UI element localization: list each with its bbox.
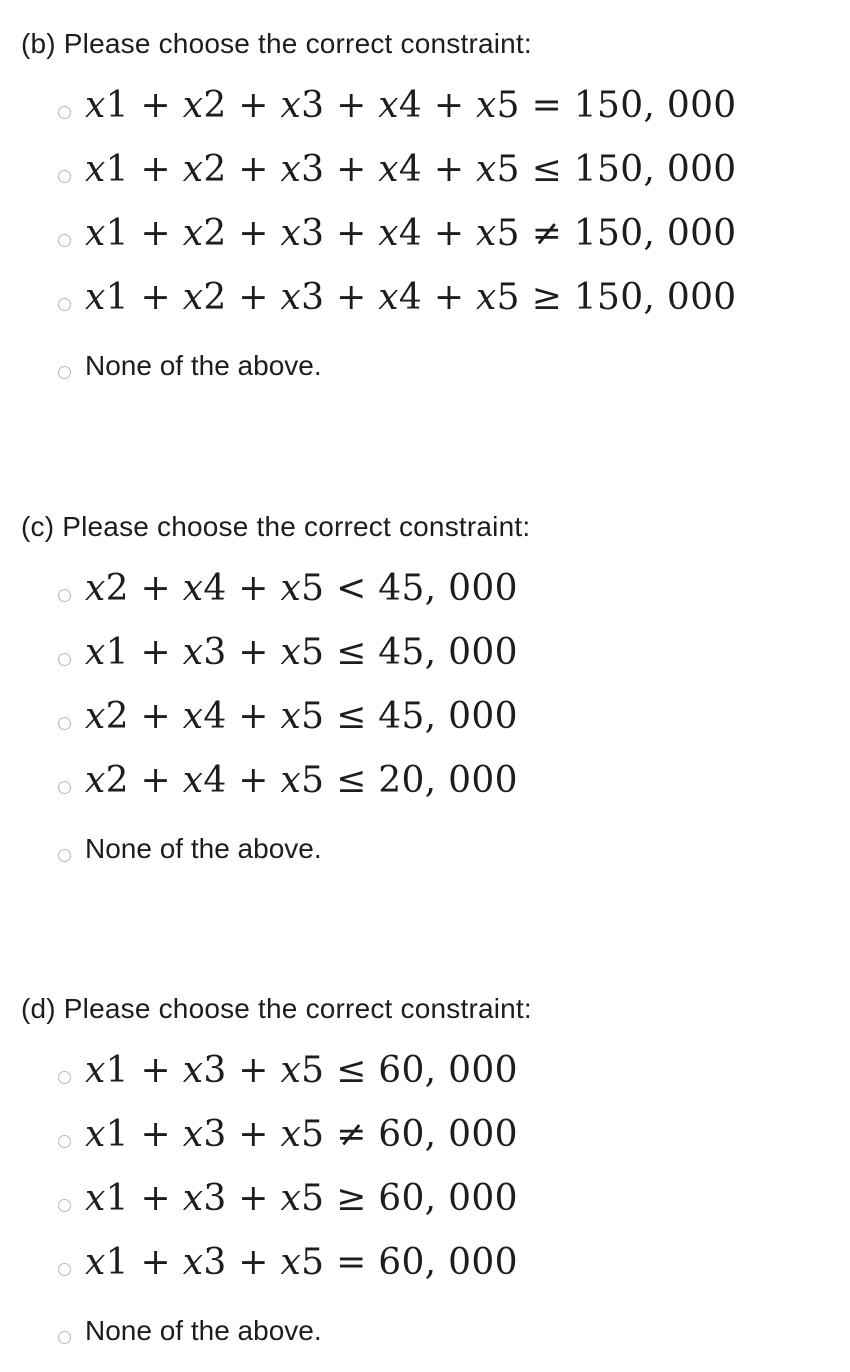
- radio-button[interactable]: [58, 1331, 71, 1344]
- option-label: None of the above.: [85, 1315, 322, 1346]
- radio-button[interactable]: [58, 717, 71, 730]
- question-b-option-2[interactable]: [58, 148, 737, 192]
- question-c-title: (c) Please choose the correct constraint:: [21, 511, 531, 542]
- radio-button[interactable]: [58, 1199, 71, 1212]
- radio-button[interactable]: [58, 106, 71, 119]
- question-b-option-4[interactable]: [58, 276, 737, 320]
- question-c-option-3[interactable]: [58, 695, 518, 739]
- radio-button[interactable]: [58, 234, 71, 247]
- question-d-option-4[interactable]: [58, 1241, 518, 1285]
- radio-button[interactable]: [58, 298, 71, 311]
- question-d-option-1[interactable]: [58, 1049, 518, 1093]
- option-label: 𝑥1 + 𝑥3 + 𝑥5 ≥ 60, 000: [85, 1178, 518, 1219]
- question-d-title: (d) Please choose the correct constraint:: [21, 993, 532, 1024]
- option-label: 𝑥1 + 𝑥3 + 𝑥5 ≠ 60, 000: [85, 1114, 518, 1155]
- option-label: 𝑥1 + 𝑥2 + 𝑥3 + 𝑥4 + 𝑥5 ≥ 150, 000: [85, 277, 737, 318]
- question-c-option-2[interactable]: [58, 631, 518, 675]
- radio-button[interactable]: [58, 849, 71, 862]
- question-c-option-4[interactable]: [58, 759, 518, 803]
- question-b-option-3[interactable]: [58, 212, 737, 256]
- option-label: 𝑥2 + 𝑥4 + 𝑥5 < 45, 000: [85, 568, 518, 609]
- radio-button[interactable]: [58, 781, 71, 794]
- option-label: 𝑥1 + 𝑥2 + 𝑥3 + 𝑥4 + 𝑥5 ≠ 150, 000: [85, 213, 737, 254]
- question-c-option-5[interactable]: [58, 827, 322, 871]
- radio-button[interactable]: [58, 366, 71, 379]
- radio-button[interactable]: [58, 170, 71, 183]
- option-label: 𝑥1 + 𝑥3 + 𝑥5 ≤ 45, 000: [85, 632, 518, 673]
- option-label: 𝑥1 + 𝑥2 + 𝑥3 + 𝑥4 + 𝑥5 ≤ 150, 000: [85, 149, 737, 190]
- radio-button[interactable]: [58, 589, 71, 602]
- question-b-option-1[interactable]: [58, 84, 737, 128]
- option-label: None of the above.: [85, 350, 322, 381]
- question-d-option-5[interactable]: [58, 1309, 322, 1353]
- question-b-option-5[interactable]: [58, 344, 322, 388]
- question-b-title: (b) Please choose the correct constraint:: [21, 28, 532, 59]
- option-label: 𝑥1 + 𝑥3 + 𝑥5 ≤ 60, 000: [85, 1050, 518, 1091]
- option-label: None of the above.: [85, 833, 322, 864]
- question-c-option-1[interactable]: [58, 567, 518, 611]
- radio-button[interactable]: [58, 653, 71, 666]
- radio-button[interactable]: [58, 1135, 71, 1148]
- question-d-option-2[interactable]: [58, 1113, 518, 1157]
- option-label: 𝑥2 + 𝑥4 + 𝑥5 ≤ 45, 000: [85, 696, 518, 737]
- option-label: 𝑥1 + 𝑥3 + 𝑥5 = 60, 000: [85, 1242, 518, 1283]
- question-d-option-3[interactable]: [58, 1177, 518, 1221]
- radio-button[interactable]: [58, 1263, 71, 1276]
- option-label: 𝑥1 + 𝑥2 + 𝑥3 + 𝑥4 + 𝑥5 = 150, 000: [85, 85, 737, 126]
- option-label: 𝑥2 + 𝑥4 + 𝑥5 ≤ 20, 000: [85, 760, 518, 801]
- radio-button[interactable]: [58, 1071, 71, 1084]
